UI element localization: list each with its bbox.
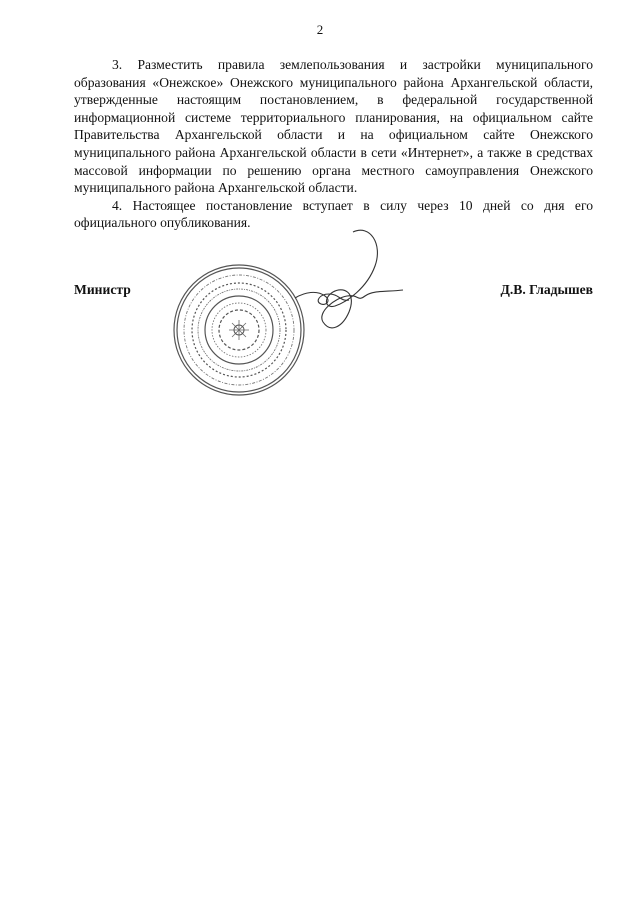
document-body bbox=[74, 56, 593, 232]
handwritten-signature bbox=[295, 222, 405, 342]
page-number: 2 bbox=[316, 22, 324, 37]
paragraph-item-4: 4. Настоящее постановление вступает в силу через 10 дней со дня его официального опубликования. bbox=[74, 197, 593, 231]
signatory-name: Д.В. Гладышев bbox=[500, 282, 593, 297]
paragraph-item-3: 3. Разместить правила землепользования и застройки муниципального образования «Онежское» Онежского муниципального района Архангельской области, утвержденные настоящим постановлением, в федеральной государственной информационной системе территориального планирования, на официальном сайте Правительства Архангельской области и на официальном сайте Онежского муниципального района Архангельской области в сети «Интернет», а также в средствах массовой информации по решению органа местного самоуправления Онежского муниципального района Архангельской области. bbox=[74, 57, 593, 196]
signatory-position: Министр bbox=[74, 282, 131, 297]
official-seal-stamp bbox=[171, 262, 307, 398]
